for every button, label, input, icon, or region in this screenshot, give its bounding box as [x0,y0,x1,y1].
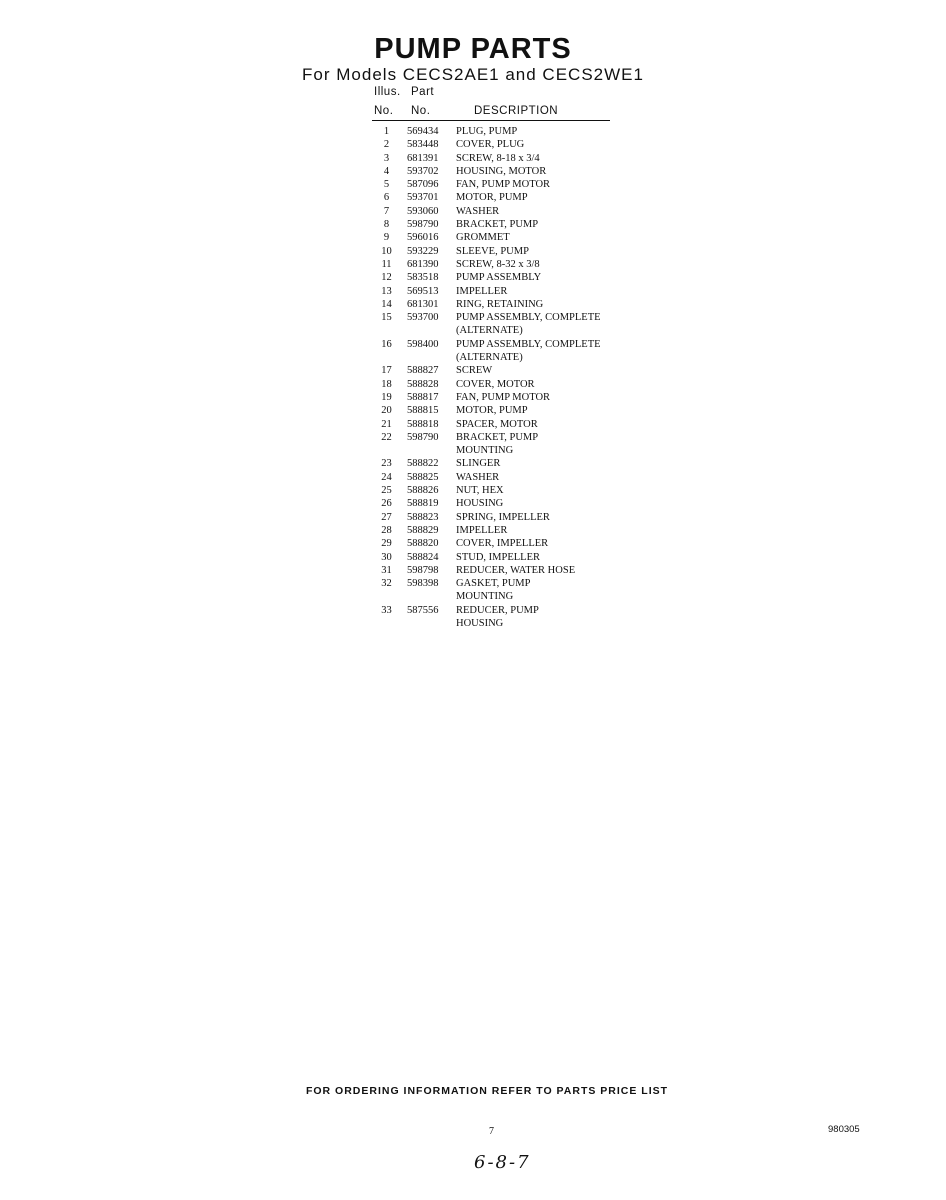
part-row [370,524,670,537]
part-number: 583518 [407,272,439,284]
illus-number: 18 [381,378,392,390]
illus-number: 33 [381,604,392,616]
part-row [370,484,670,497]
ordering-note: FOR ORDERING INFORMATION REFER TO PARTS PRICE LIST [305,1085,669,1097]
part-number: 593700 [407,312,439,324]
illus-number: 15 [381,312,392,324]
illus-number: 24 [381,471,392,483]
part-number: 588827 [407,365,439,377]
illus-number: 28 [381,524,392,536]
illus-number: 16 [381,338,392,350]
part-number: 598798 [407,564,439,576]
part-description: COVER, PLUG [456,139,525,151]
part-row [370,271,670,284]
part-row [370,391,670,404]
illus-number: 14 [381,298,392,310]
part-number: 588815 [407,405,439,417]
part-description: PUMP ASSEMBLY [456,272,542,284]
part-description: HOUSING [456,617,504,629]
part-number [403,444,456,457]
part-row [370,178,670,191]
part-number: 593702 [407,165,439,177]
part-row [370,231,670,244]
header-divider [372,120,610,121]
part-row-continuation [370,351,670,364]
part-row [370,311,670,324]
part-row [370,431,670,444]
part-row [370,138,670,151]
page-number: 7 [489,1126,494,1137]
part-description: PLUG, PUMP [456,126,518,137]
part-description: WASHER [456,205,500,217]
part-description: BRACKET, PUMP [456,431,539,443]
part-description: GASKET, PUMP [456,578,531,590]
part-description: FAN, PUMP MOTOR [456,179,551,191]
illus-number: 9 [383,232,390,244]
illus-number: 29 [381,538,392,550]
illus-number: 27 [381,511,392,523]
part-number [403,590,456,603]
illus-number: 32 [381,578,392,590]
part-description: RING, RETAINING [456,298,544,310]
part-number: 598790 [407,431,439,443]
part-row [370,285,670,298]
part-number: 588825 [407,471,439,483]
part-number [403,351,456,364]
illus-no-header: No. [374,105,394,117]
part-number: 598790 [407,219,439,231]
illus-number: 31 [381,564,392,576]
part-row [370,471,670,484]
part-description: COVER, IMPELLER [456,538,549,550]
part-description: MOTOR, PUMP [456,405,528,417]
part-number: 593701 [407,192,439,204]
part-number: 593229 [407,245,439,257]
part-row [370,258,670,271]
part-row [370,511,670,524]
part-description: (ALTERNATE) [456,352,523,364]
illus-number: 25 [381,485,392,497]
part-description: SLINGER [456,458,501,470]
illus-number [370,444,403,457]
page-subtitle: For Models CECS2AE1 and CECS2WE1 [302,65,644,84]
part-number: 588819 [407,498,439,510]
part-number: 569513 [407,285,439,297]
part-number: 596016 [407,232,439,244]
part-row-continuation [370,617,670,630]
part-row [370,577,670,590]
part-row [370,245,670,258]
part-row [370,338,670,351]
part-number: 588824 [407,551,439,563]
part-row [370,152,670,165]
part-description: SCREW [456,365,493,377]
illus-number [370,617,403,630]
part-number: 587556 [407,604,439,616]
part-number: 588828 [407,378,439,390]
part-description: REDUCER, WATER HOSE [456,564,576,576]
illus-number [370,590,403,603]
part-number: 598400 [407,338,439,350]
illus-number: 13 [381,285,392,297]
part-number: 588829 [407,524,439,536]
part-description: SPRING, IMPELLER [456,511,550,523]
part-no-header: No. [411,105,431,117]
illus-number: 4 [383,165,390,177]
illus-number: 17 [381,365,392,377]
part-description: SCREW, 8-18 x 3/4 [456,152,540,164]
illus-number: 7 [383,205,390,217]
illus-number: 19 [381,391,392,403]
illus-header-label: Illus. [374,86,401,98]
part-description: STUD, IMPELLER [456,551,540,563]
part-row [370,564,670,577]
part-header-label: Part [411,86,435,98]
part-number: 588823 [407,511,439,523]
part-row [370,191,670,204]
part-description: NUT, HEX [456,485,504,497]
part-row [370,551,670,564]
illus-number [370,351,403,364]
part-description: SLEEVE, PUMP [456,245,529,257]
part-number: 588820 [407,538,439,550]
illus-number: 22 [381,431,392,443]
part-number: 588822 [407,458,439,470]
part-row [370,497,670,510]
part-row [370,604,670,617]
part-description: HOUSING, MOTOR [456,165,547,177]
page-title: PUMP PARTS [374,33,572,65]
part-description: (ALTERNATE) [456,325,523,337]
illus-number: 12 [381,272,392,284]
part-row-continuation [370,324,670,337]
illus-number: 5 [383,179,390,191]
illus-number: 20 [381,405,392,417]
part-row [370,125,670,138]
part-row [370,378,670,391]
parts-list [370,125,670,630]
part-description: SCREW, 8-32 x 3/8 [456,258,540,270]
part-number [403,617,456,630]
part-row [370,418,670,431]
part-number [403,324,456,337]
part-number: 588817 [407,391,439,403]
part-number: 598398 [407,578,439,590]
part-row [370,298,670,311]
part-number: 593060 [407,205,439,217]
part-description: PUMP ASSEMBLY, COMPLETE [456,338,601,350]
part-number: 681390 [407,258,439,270]
illus-number: 3 [383,152,390,164]
part-number: 681301 [407,298,439,310]
part-description: MOUNTING [456,591,514,603]
illus-number: 30 [381,551,392,563]
part-description: BRACKET, PUMP [456,219,539,231]
part-row [370,205,670,218]
part-description: HOUSING [456,498,504,510]
part-row [370,165,670,178]
part-description: IMPELLER [456,285,508,297]
part-row-continuation [370,590,670,603]
description-header: DESCRIPTION [474,105,559,117]
part-description: SPACER, MOTOR [456,418,538,430]
part-description: FAN, PUMP MOTOR [456,391,551,403]
part-row [370,404,670,417]
part-description: MOUNTING [456,445,514,457]
illus-number: 21 [381,418,392,430]
illus-number [370,324,403,337]
part-description: GROMMET [456,232,510,244]
part-description: REDUCER, PUMP [456,604,539,616]
part-row [370,537,670,550]
part-description: IMPELLER [456,524,508,536]
illus-number: 2 [383,139,390,151]
part-number: 569434 [407,126,439,137]
part-row [370,364,670,377]
illus-number: 1 [383,126,390,137]
part-number: 588826 [407,485,439,497]
part-row [370,457,670,470]
illus-number: 10 [381,245,392,257]
illus-number: 23 [381,458,392,470]
part-number: 587096 [407,179,439,191]
part-number: 583448 [407,139,439,151]
part-description: PUMP ASSEMBLY, COMPLETE [456,312,601,324]
part-number: 588818 [407,418,439,430]
part-row [370,218,670,231]
part-row-continuation [370,444,670,457]
illus-number: 8 [383,219,390,231]
part-description: WASHER [456,471,500,483]
document-code: 980305 [828,1124,860,1135]
handwritten-note: 6-8-7 [474,1152,531,1173]
part-description: MOTOR, PUMP [456,192,528,204]
illus-number: 26 [381,498,392,510]
part-description: COVER, MOTOR [456,378,535,390]
part-number: 681391 [407,152,439,164]
illus-number: 6 [383,192,390,204]
illus-number: 11 [381,258,392,270]
